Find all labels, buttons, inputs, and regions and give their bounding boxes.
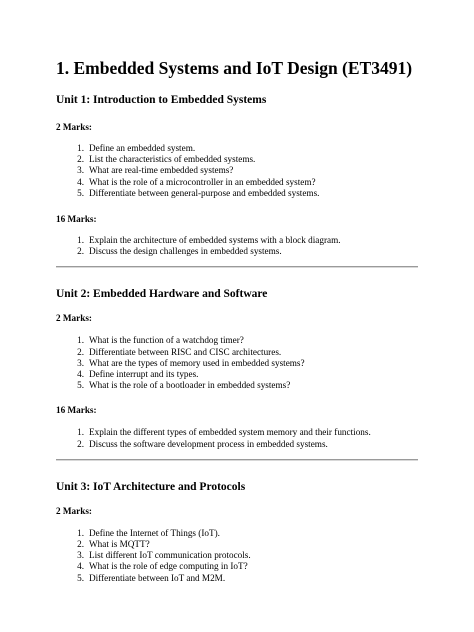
question-number: 2. bbox=[77, 246, 84, 257]
question-text: Differentiate between general-purpose and embedded systems. bbox=[89, 187, 320, 198]
question-number: 4. bbox=[77, 176, 84, 187]
question-text: What are real-time embedded systems? bbox=[89, 165, 234, 176]
horizontal-rule bbox=[56, 459, 418, 461]
question-list-unit1-16marks bbox=[56, 235, 418, 257]
marks-label-unit3-2marks: 2 Marks: bbox=[56, 505, 92, 516]
question-item bbox=[56, 177, 418, 188]
question-text: What is the role of a microcontroller in an embedded system? bbox=[89, 176, 316, 187]
question-item bbox=[56, 439, 418, 450]
question-number: 5. bbox=[77, 380, 84, 391]
question-number: 1. bbox=[77, 235, 84, 246]
question-number: 1. bbox=[77, 427, 84, 438]
question-text: What is the role of a bootloader in embedded systems? bbox=[89, 380, 291, 391]
question-number: 2. bbox=[77, 346, 84, 357]
question-text: Discuss the software development process in embedded systems. bbox=[89, 438, 328, 449]
question-text: What is MQTT? bbox=[89, 539, 150, 550]
marks-label-unit2-16marks: 16 Marks: bbox=[56, 405, 97, 416]
question-number: 3. bbox=[77, 165, 84, 176]
question-list-unit3-2marks bbox=[56, 528, 418, 584]
question-number: 5. bbox=[77, 187, 84, 198]
question-item bbox=[56, 539, 418, 550]
question-text: List the characteristics of embedded systems. bbox=[89, 154, 256, 165]
question-list-unit2-2marks bbox=[56, 335, 418, 391]
question-item bbox=[56, 154, 418, 165]
question-text: What is the function of a watchdog timer? bbox=[89, 335, 244, 346]
question-item bbox=[56, 188, 418, 199]
document-title: 1. Embedded Systems and IoT Design (ET3491) bbox=[56, 58, 413, 78]
question-number: 2. bbox=[77, 438, 84, 449]
question-number: 4. bbox=[77, 561, 84, 572]
question-number: 4. bbox=[77, 369, 84, 380]
question-text: Differentiate between IoT and M2M. bbox=[89, 572, 226, 583]
question-number: 1. bbox=[77, 143, 84, 153]
question-item bbox=[56, 573, 418, 584]
unit-heading-2: Unit 2: Embedded Hardware and Software bbox=[56, 288, 268, 301]
marks-label-unit2-2marks: 2 Marks: bbox=[56, 313, 92, 324]
question-text: Differentiate between RISC and CISC architectures. bbox=[89, 346, 282, 357]
question-number: 3. bbox=[77, 357, 84, 368]
question-number: 5. bbox=[77, 572, 84, 583]
question-item bbox=[56, 528, 418, 539]
question-item bbox=[56, 335, 418, 346]
question-list-unit1-2marks bbox=[56, 143, 418, 199]
question-text: Define interrupt and its types. bbox=[89, 369, 199, 380]
question-number: 1. bbox=[77, 527, 84, 538]
question-number: 3. bbox=[77, 550, 84, 561]
question-item bbox=[56, 550, 418, 561]
question-item bbox=[56, 235, 418, 246]
marks-label-unit1-2marks: 2 Marks: bbox=[56, 122, 92, 132]
question-text: Define an embedded system. bbox=[89, 143, 196, 153]
question-item bbox=[56, 427, 418, 438]
question-item bbox=[56, 165, 418, 176]
question-text: List different IoT communication protocols. bbox=[89, 550, 251, 561]
question-number: 1. bbox=[77, 335, 84, 346]
question-text: Discuss the design challenges in embedded systems. bbox=[89, 246, 282, 257]
question-text: Define the Internet of Things (IoT). bbox=[89, 527, 220, 538]
question-number: 2. bbox=[77, 539, 84, 550]
question-item bbox=[56, 143, 418, 154]
question-number: 2. bbox=[77, 154, 84, 165]
question-text: Explain the different types of embedded system memory and their functions. bbox=[89, 427, 371, 438]
question-item bbox=[56, 358, 418, 369]
question-list-unit2-16marks bbox=[56, 427, 418, 449]
question-item bbox=[56, 369, 418, 380]
question-text: What are the types of memory used in embedded systems? bbox=[89, 357, 305, 368]
question-item bbox=[56, 246, 418, 257]
question-text: What is the role of edge computing in IoT? bbox=[89, 561, 248, 572]
question-item bbox=[56, 561, 418, 572]
horizontal-rule bbox=[56, 266, 418, 268]
unit-heading-1: Unit 1: Introduction to Embedded Systems bbox=[56, 94, 267, 106]
unit-heading-3: Unit 3: IoT Architecture and Protocols bbox=[56, 480, 246, 493]
question-item bbox=[56, 380, 418, 391]
marks-label-unit1-16marks: 16 Marks: bbox=[56, 214, 97, 225]
question-item bbox=[56, 347, 418, 358]
question-text: Explain the architecture of embedded systems with a block diagram. bbox=[89, 235, 341, 246]
